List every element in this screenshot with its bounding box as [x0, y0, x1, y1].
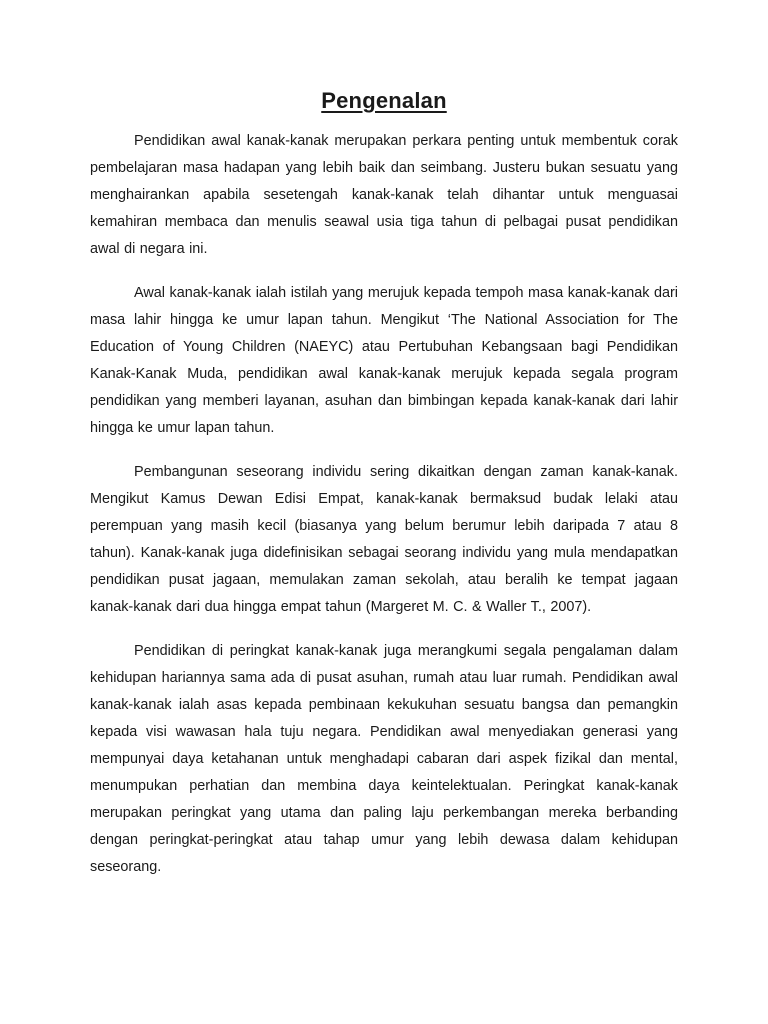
- paragraph-3: Pembangunan seseorang individu sering dikaitkan dengan zaman kanak-kanak. Mengikut Kamus Dewan Edisi Empat, kanak-kanak bermaksud budak lelaki atau perempuan yang masih kecil (biasanya yang belum berumur lebih daripada 7 atau 8 tahun). Kanak-kanak juga didefinisikan sebagai seorang individu yang mula mendapatkan pendidikan pusat jagaan, memulakan zaman sekolah, atau beralih ke tempat jagaan kanak-kanak dari dua hingga empat tahun (Margeret M. C. & Waller T., 2007).: [90, 464, 678, 616]
- paragraph-4: Pendidikan di peringkat kanak-kanak juga merangkumi segala pengalaman dalam kehidupan hariannya sama ada di pusat asuhan, rumah atau luar rumah. Pendidikan awal kanak-kanak ialah asas kepada pembinaan kekukuhan sesuatu bangsa dan pemangkin kepada visi wawasan hala tuju negara. Pendidikan awal menyediakan generasi yang mempunyai daya ketahanan untuk menghadapi cabaran dari aspek fizikal dan mental, menumpukan perhatian dan membina daya keintelektualan. Peringkat kanak-kanak merupakan peringkat yang utama dan paling laju perkembangan mereka berbanding dengan peringkat-peringkat atau tahap umur yang lebih dewasa dalam kehidupan seseorang.: [90, 643, 678, 876]
- paragraph-2: Awal kanak-kanak ialah istilah yang merujuk kepada tempoh masa kanak-kanak dari masa lahir hingga ke umur lapan tahun. Mengikut ‘The National Association for The Education of Young Children (NAEYC) atau Pertubuhan Kebangsaan bagi Pendidikan Kanak-Kanak Muda, pendidikan awal kanak-kanak merujuk kepada segala program pendidikan yang memberi layanan, asuhan dan bimbingan kepada kanak-kanak dari lahir hingga ke umur lapan tahun.: [90, 285, 678, 437]
- page-title: Pengenalan: [321, 88, 447, 113]
- paragraph-1: Pendidikan awal kanak-kanak merupakan perkara penting untuk membentuk corak pembelajaran masa hadapan yang lebih baik dan seimbang. Justeru bukan sesuatu yang menghairankan apabila sesetengah kanak-kanak telah dihantar untuk menguasai kemahiran membaca dan menulis seawal usia tiga tahun di pelbagai pusat pendidikan awal di negara ini.: [90, 133, 678, 258]
- document-page: [90, 88, 678, 898]
